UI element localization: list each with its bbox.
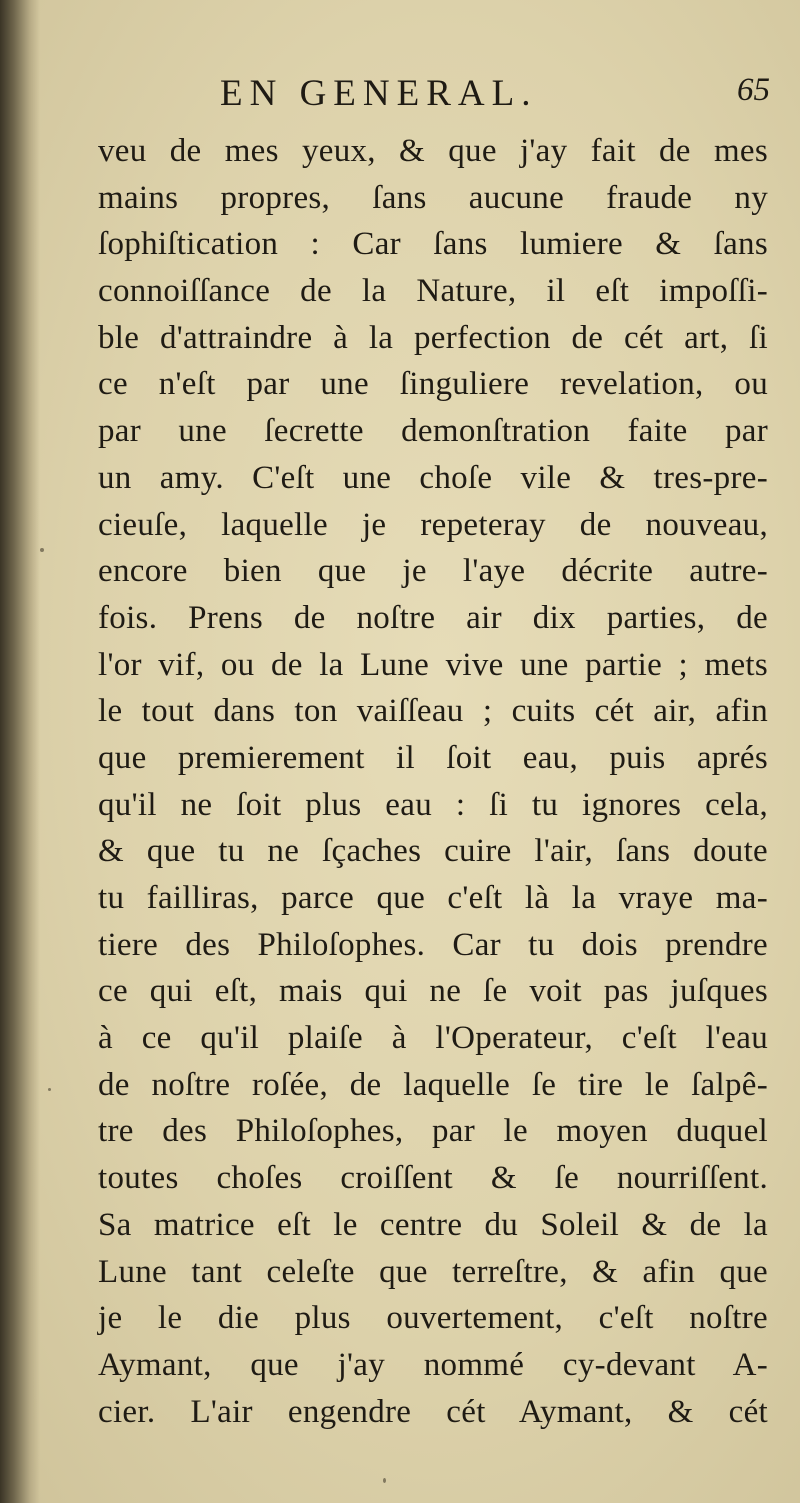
text-line: à ce qu'il plaiſe à l'Operateur, c'eſt l'eau bbox=[98, 1020, 768, 1057]
ink-speck bbox=[383, 1478, 386, 1483]
text-line: qu'il ne ſoit plus eau : ſi tu ignores cela, bbox=[98, 786, 768, 823]
running-head: EN GENERAL. bbox=[220, 73, 538, 114]
text-line: Lune tant celeſte que terreſtre, & afin que bbox=[98, 1253, 768, 1290]
ink-speck bbox=[48, 1088, 51, 1091]
text-line: tu failliras, parce que c'eſt là la vraye ma- bbox=[98, 880, 768, 916]
page-gutter bbox=[0, 0, 40, 1503]
text-line: connoiſſance de la Nature, il eſt impoſſi- bbox=[98, 273, 768, 310]
text-line: toutes choſes croiſſent & ſe nourriſſent. bbox=[98, 1160, 768, 1197]
text-line: fois. Prens de noſtre air dix parties, de bbox=[98, 599, 768, 636]
text-line: mains propres, ſans aucune fraude ny bbox=[98, 179, 768, 216]
text-line: encore bien que je l'aye décrite autre- bbox=[98, 553, 768, 590]
ink-speck bbox=[40, 548, 44, 552]
text-line: par une ſecrette demonſtration faite par bbox=[98, 413, 768, 450]
text-line: tiere des Philoſophes. Car tu dois prendre bbox=[98, 926, 768, 963]
text-line: Aymant, que j'ay nommé cy-devant A- bbox=[98, 1346, 768, 1383]
text-line: veu de mes yeux, & que j'ay fait de mes bbox=[98, 133, 768, 169]
text-line: tre des Philoſophes, par le moyen duquel bbox=[98, 1113, 768, 1150]
text-line: le tout dans ton vaiſſeau ; cuits cét air, afin bbox=[98, 693, 768, 730]
text-line: Sa matrice eſt le centre du Soleil & de la bbox=[98, 1206, 768, 1243]
page-header bbox=[100, 68, 770, 124]
text-line: cieuſe, laquelle je repeteray de nouveau, bbox=[98, 506, 768, 543]
text-line: ce n'eſt par une ſinguliere revelation, ou bbox=[98, 366, 768, 403]
text-line: que premierement il ſoit eau, puis aprés bbox=[98, 739, 768, 776]
text-line: ble d'attraindre à la perfection de cét art, ſi bbox=[98, 319, 768, 356]
page-number: 65 bbox=[737, 72, 770, 108]
text-line: ce qui eſt, mais qui ne ſe voit pas juſques bbox=[98, 973, 768, 1010]
body-text bbox=[98, 128, 768, 1435]
text-line: de noſtre roſée, de laquelle ſe tire le ſalpê- bbox=[98, 1066, 768, 1103]
text-line: l'or vif, ou de la Lune vive une partie ; mets bbox=[98, 646, 768, 683]
text-line: je le die plus ouvertement, c'eſt noſtre bbox=[98, 1300, 768, 1337]
text-line: & que tu ne ſçaches cuire l'air, ſans doute bbox=[98, 833, 768, 870]
text-line: un amy. C'eſt une choſe vile & tres-pre- bbox=[98, 459, 768, 496]
text-line: cier. L'air engendre cét Aymant, & cét bbox=[98, 1393, 768, 1430]
text-line: ſophiſtication : Car ſans lumiere & ſans bbox=[98, 226, 768, 263]
